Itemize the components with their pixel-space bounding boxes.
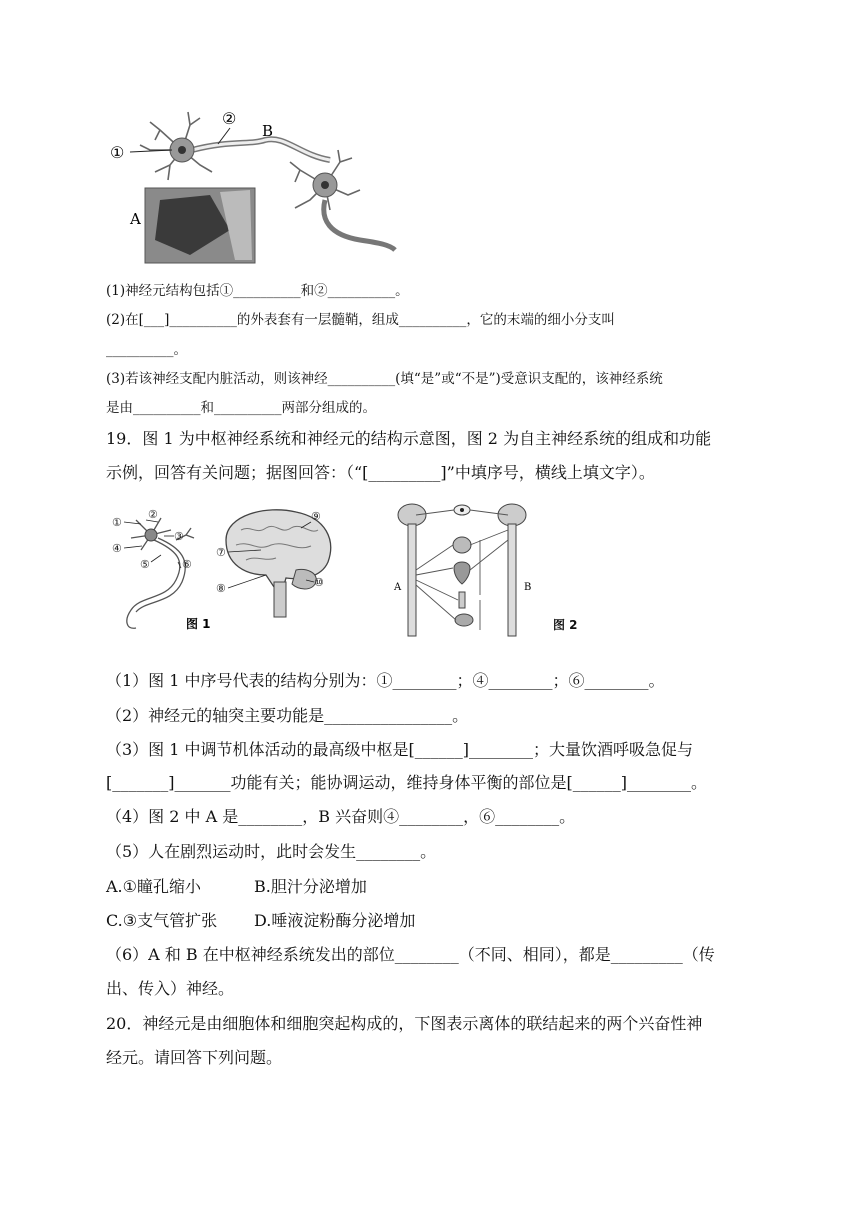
fig2-label-b: B <box>524 582 532 593</box>
fig1-label-2: ② <box>148 508 158 521</box>
fig1-label-10: ⑩ <box>314 576 324 589</box>
q18-part1: (1)神经元结构包括①__________和②__________。 <box>106 283 409 299</box>
q18-part3: (3)若该神经支配内脏活动，则该神经__________(填“是”或“不是”)受意识支配的，该神经系统 <box>106 371 663 387</box>
q19-sub5: （5）人在剧烈运动时，此时会发生________。 <box>106 842 437 861</box>
q19-sub3: （3）图 1 中调节机体活动的最高级中枢是[______]________；大量饮酒呼吸急促与 <box>106 740 694 759</box>
label-b: B <box>262 122 274 140</box>
q19-sub6: （6）A 和 B 在中枢神经系统发出的部位________（不同、相同），都是_________（传 <box>106 945 715 964</box>
q19-stem-cont: 示例，回答有关问题；据图回答：（“[_________]”中填序号，横线上填文字）。 <box>106 463 655 482</box>
figure-1 <box>106 500 366 650</box>
q18-part2: (2)在[___]__________的外表套有一层髓鞘，组成__________，它的末端的细小分支叫 <box>106 312 615 328</box>
q18-part3-cont: 是由__________和__________两部分组成的。 <box>106 400 376 416</box>
q19-sub1: （1）图 1 中序号代表的结构分别为：①________；④________；⑥________。 <box>106 671 665 690</box>
q19-option-b: B.胆汁分泌增加 <box>254 877 367 896</box>
figure-2-caption: 图 2 <box>553 618 578 632</box>
fig1-label-6: ⑥ <box>182 558 192 571</box>
fig1-label-1: ① <box>112 516 122 529</box>
fig1-label-4: ④ <box>112 542 122 555</box>
fig1-label-7: ⑦ <box>216 546 226 559</box>
q19-sub6-cont: 出、传入）神经。 <box>106 979 235 998</box>
label-one: ① <box>110 143 125 162</box>
q19-sub2: （2）神经元的轴突主要功能是________________。 <box>106 706 469 725</box>
q20-stem-cont: 经元。请回答下列问题。 <box>106 1048 283 1067</box>
q18-part2-cont: __________。 <box>106 342 187 358</box>
q19-sub4: （4）图 2 中 A 是________，B 兴奋则④________，⑥________。 <box>106 807 576 826</box>
q19-sub3-cont: [_______]_______功能有关；能协调运动，维持身体平衡的部位是[______]________。 <box>106 773 707 792</box>
fig1-label-5: ⑤ <box>140 558 150 571</box>
fig2-label-a: A <box>394 582 402 593</box>
label-two: ② <box>222 109 237 128</box>
fig1-label-3: ③ <box>174 530 184 543</box>
figure-1-caption: 图 1 <box>186 617 211 631</box>
label-a: A <box>130 210 141 228</box>
fig1-label-8: ⑧ <box>216 582 226 595</box>
q19-option-a: A.①瞳孔缩小 <box>106 877 201 896</box>
q19-option-d: D.唾液淀粉酶分泌增加 <box>254 911 416 930</box>
q19-stem: 19．图 1 为中枢神经系统和神经元的结构示意图，图 2 为自主神经系统的组成和功能 <box>106 429 712 448</box>
fig1-label-9: ⑨ <box>311 510 321 523</box>
neuron-figure <box>100 100 400 270</box>
q20-stem: 20．神经元是由细胞体和细胞突起构成的，下图表示离体的联结起来的两个兴奋性神 <box>106 1014 703 1033</box>
q19-option-c: C.③支气管扩张 <box>106 911 218 930</box>
